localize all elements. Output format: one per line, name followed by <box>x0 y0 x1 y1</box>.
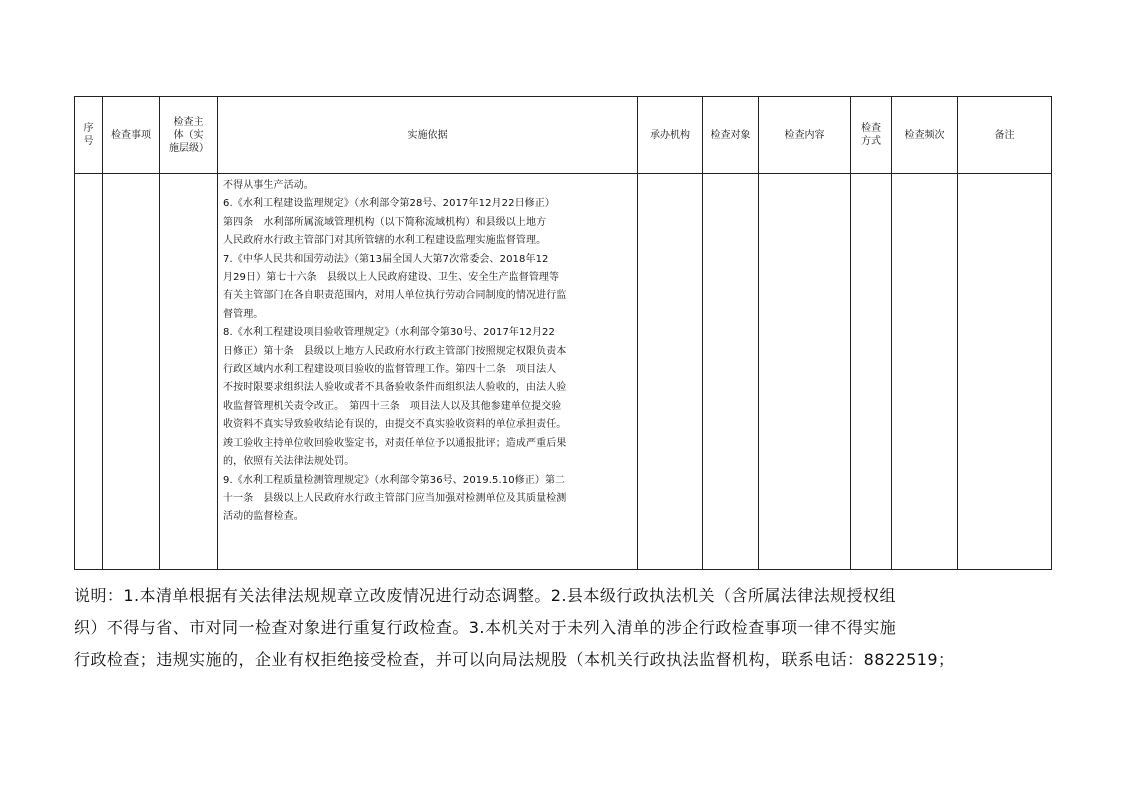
cell-target <box>703 174 759 570</box>
cell-method <box>851 174 892 570</box>
basis-line: 的，依照有关法律法规处罚。 <box>223 456 355 468</box>
explanatory-note <box>74 580 1036 676</box>
basis-line: 竣工验收主持单位收回验收鉴定书，对责任单位予以通报批评；造成严重后果 <box>223 437 567 449</box>
header-frequency: 检查频次 <box>892 97 958 174</box>
basis-line: 9.《水利工程质量检测管理规定》（水利部令第36号、2019.5.10修正）第二 <box>223 474 566 486</box>
basis-line: 6.《水利工程建设监理规定》（水利部令第28号、2017年12月22日修正） <box>223 198 555 210</box>
header-content: 检查内容 <box>759 97 851 174</box>
header-subject: 检查主体（实施层级） <box>160 97 218 174</box>
basis-line: 活动的监督检查。 <box>223 511 304 523</box>
basis-line: 人民政府水行政主管部门对其所管辖的水利工程建设监理实施监督管理。 <box>223 235 547 247</box>
basis-line: 不按时限要求组织法人验收或者不具备验收条件而组织法人验收的，由法人验 <box>223 382 567 394</box>
cell-item <box>103 174 160 570</box>
basis-line: 月29日）第七十六条 县级以上人民政府建设、卫生、安全生产监督管理等 <box>223 272 560 284</box>
basis-line: 第四条 水利部所属流域管理机构（以下简称流域机构）和县级以上地方 <box>223 216 547 228</box>
note-line: 织）不得与省、市对同一检查对象进行重复行政检查。3.本机关对于未列入清单的涉企行政检查事项一律不得实施 <box>74 618 897 637</box>
basis-line: 不得从事生产活动。 <box>223 180 314 191</box>
cell-content <box>759 174 851 570</box>
inspection-table <box>74 96 1052 570</box>
header-serial: 序号 <box>75 97 103 174</box>
header-handling-agency: 承办机构 <box>638 97 703 174</box>
basis-line: 有关主管部门在各自职责范围内，对用人单位执行劳动合同制度的情况进行监 <box>223 290 567 302</box>
basis-line: 收监督管理机关责令改正。 第四十三条 项目法人以及其他参建单位提交验 <box>223 400 562 412</box>
basis-line: 督管理。 <box>223 308 264 320</box>
header-item: 检查事项 <box>103 97 160 174</box>
basis-line: 行政区域内水利工程建设项目验收的监督管理工作。第四十二条 项目法人 <box>223 364 557 376</box>
cell-remarks <box>958 174 1052 570</box>
header-basis: 实施依据 <box>218 97 638 174</box>
note-line: 行政检查；违规实施的，企业有权拒绝接受检查，并可以向局法规股（本机关行政执法监督机构，联系电话：8822519； <box>74 650 955 669</box>
table-header-row <box>75 97 1052 174</box>
cell-handling-agency <box>638 174 703 570</box>
header-remarks: 备注 <box>958 97 1052 174</box>
cell-serial <box>75 174 103 570</box>
cell-frequency <box>892 174 958 570</box>
cell-basis <box>218 174 638 570</box>
basis-line: 8.《水利工程建设项目验收管理规定》（水利部令第30号、2017年12月22 <box>223 327 555 339</box>
header-method: 检查方式 <box>851 97 892 174</box>
note-line: 说明：1.本清单根据有关法律法规规章立改废情况进行动态调整。2.县本级行政执法机关（含所属法律法规授权组 <box>74 586 896 605</box>
basis-line: 7.《中华人民共和国劳动法》（第13届全国人大第7次常委会、2018年12 <box>223 253 549 265</box>
header-target: 检查对象 <box>703 97 759 174</box>
basis-line: 收资料不真实导致验收结论有误的，由提交不真实验收资料的单位承担责任。 <box>223 419 567 431</box>
table-row <box>75 174 1052 570</box>
cell-subject <box>160 174 218 570</box>
basis-line: 十一条 县级以上人民政府水行政主管部门应当加强对检测单位及其质量检测 <box>223 492 567 504</box>
basis-line: 日修正）第十条 县级以上地方人民政府水行政主管部门按照规定权限负责本 <box>223 345 567 357</box>
